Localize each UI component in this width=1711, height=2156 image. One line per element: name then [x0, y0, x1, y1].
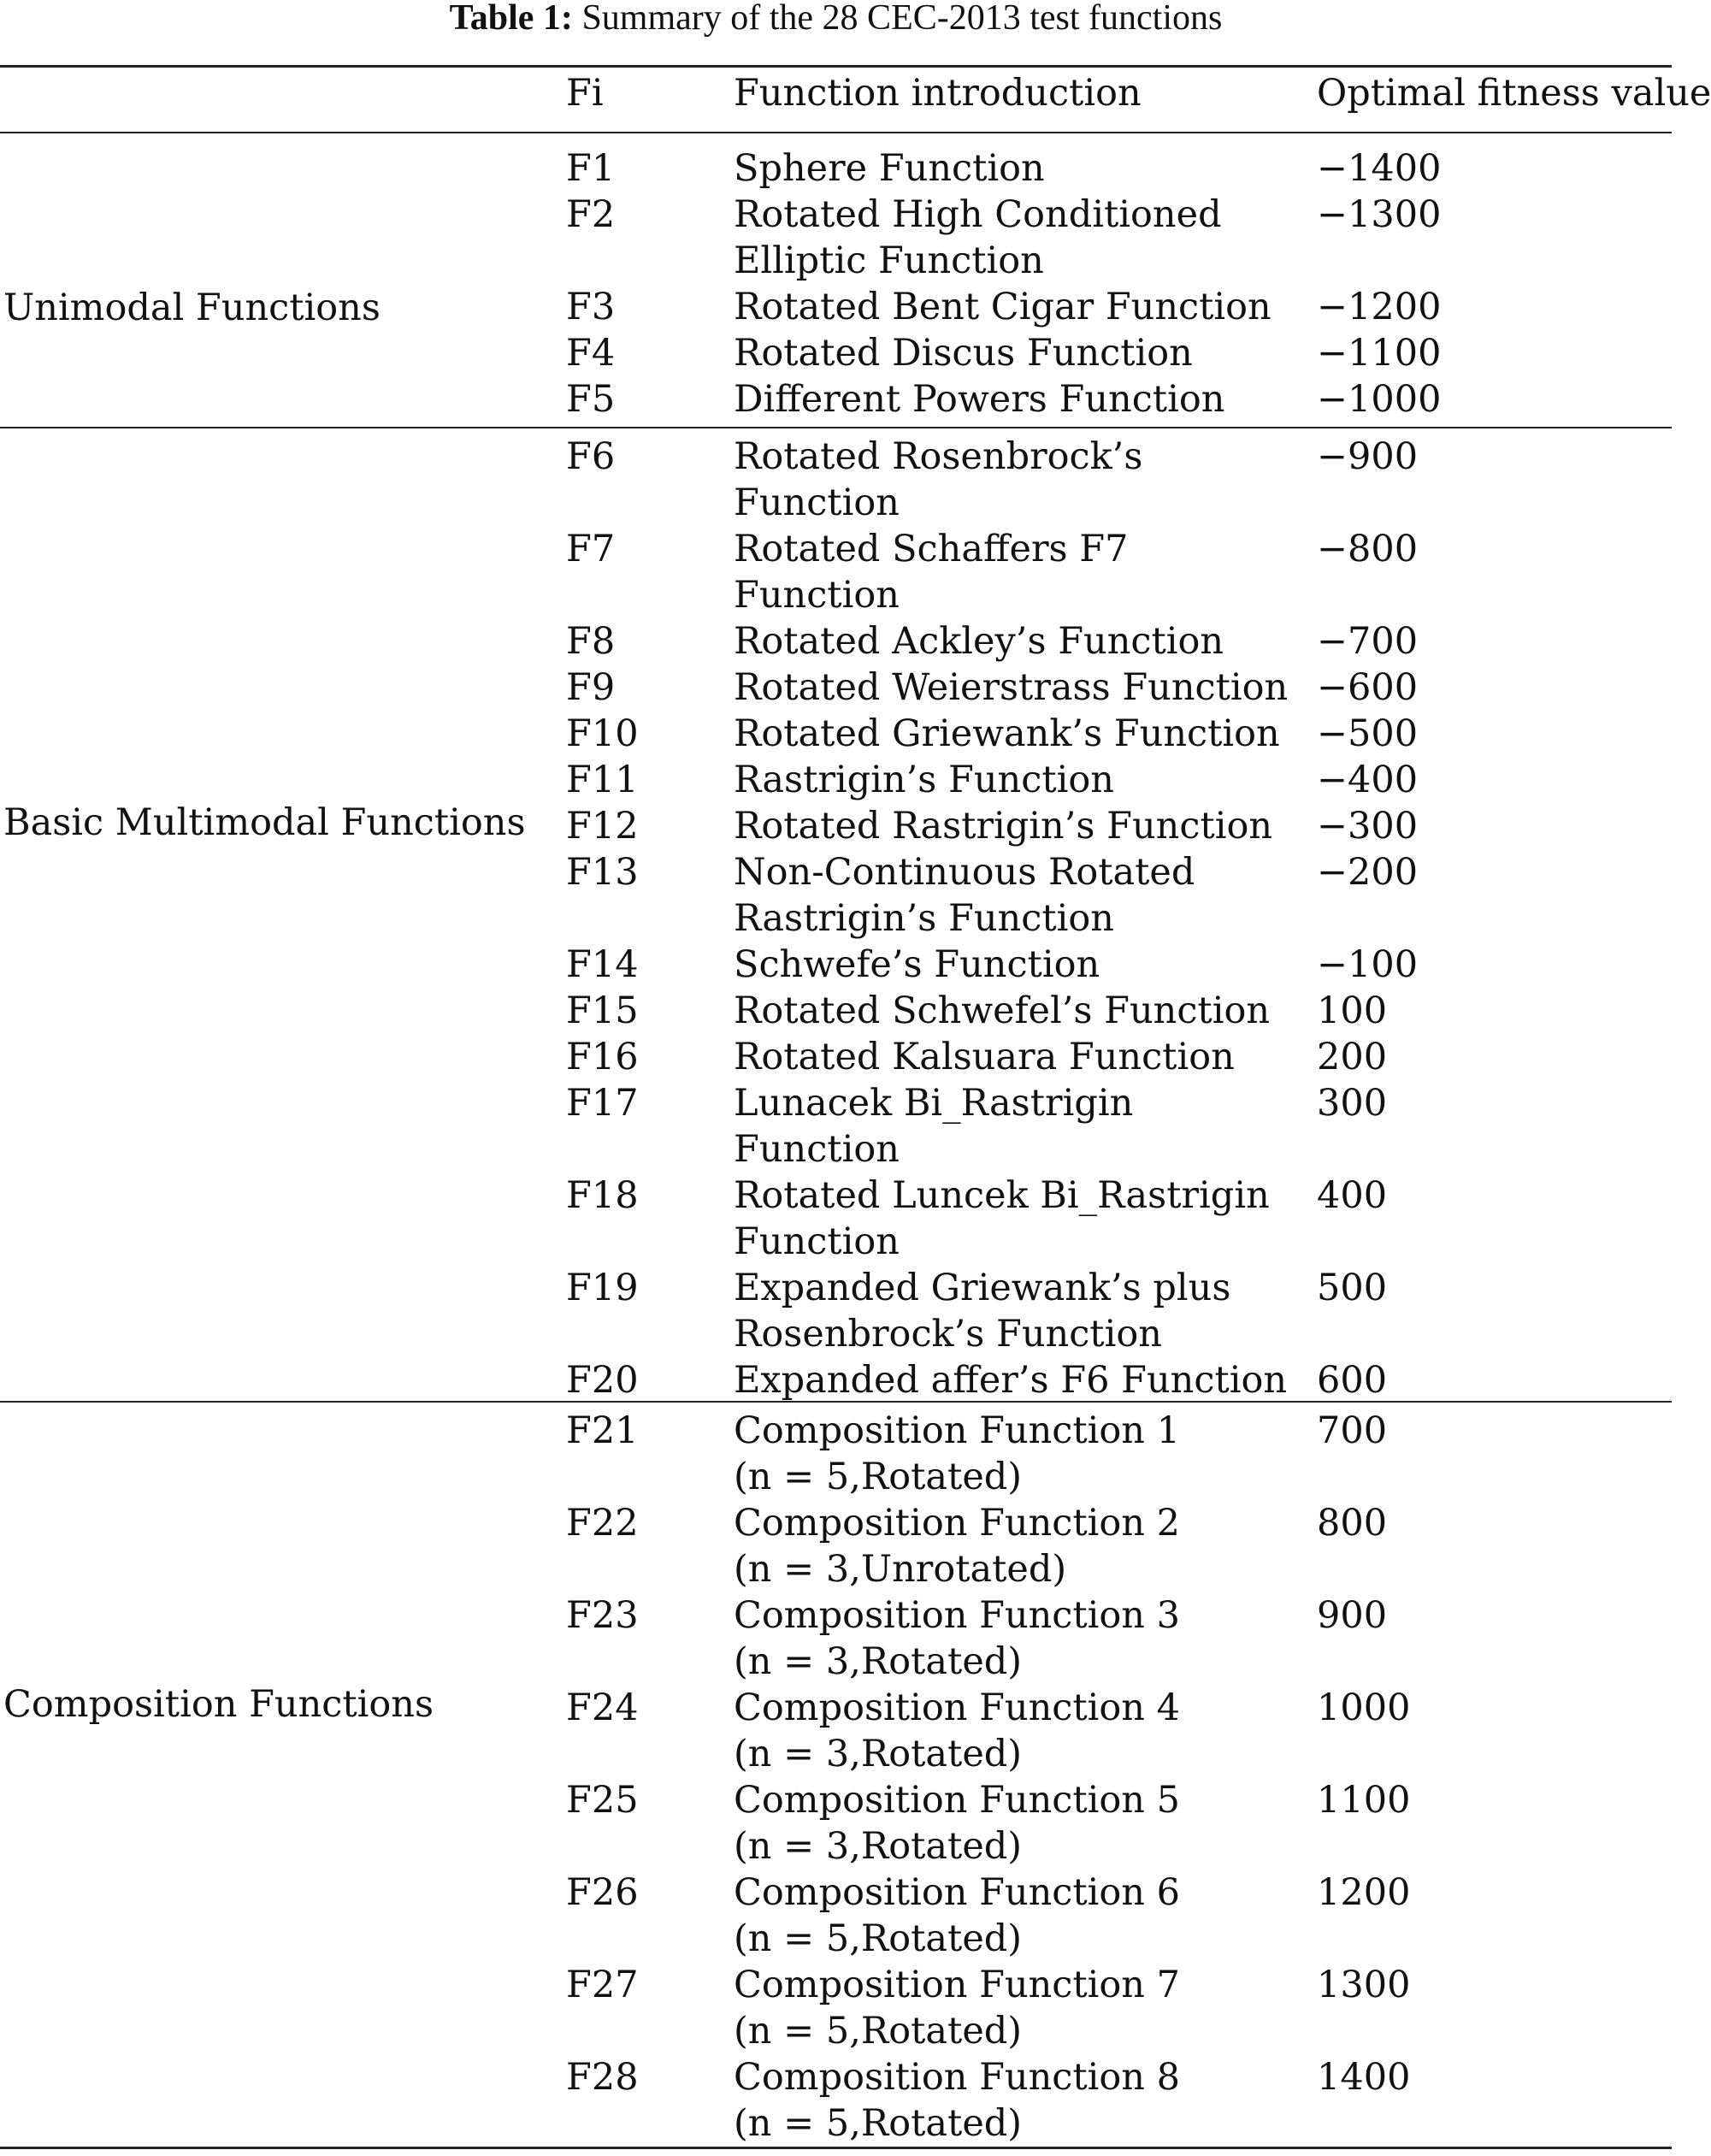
- cell-function: Function: [734, 574, 900, 617]
- cell-function: Composition Function 7: [734, 1964, 1181, 2006]
- header-rule: [0, 132, 1672, 133]
- cell-optimal-value: −500: [1317, 712, 1419, 755]
- header-fi: Fi: [566, 72, 604, 115]
- cell-function: Rotated Luncek Bi_Rastrigin: [734, 1174, 1270, 1217]
- cell-optimal-value: −400: [1317, 759, 1419, 801]
- cell-fi: F23: [566, 1594, 639, 1637]
- cell-fi: F20: [566, 1359, 639, 1402]
- cell-fi: F7: [566, 528, 616, 570]
- header-optimal-fitness: Optimal fitness value: [1317, 72, 1711, 115]
- cell-function: Rotated High Conditioned: [734, 193, 1222, 236]
- cell-optimal-value: 100: [1317, 989, 1388, 1032]
- cell-function: (n = 5,Rotated): [734, 2010, 1023, 2053]
- group-label-composition: Composition Functions: [3, 1683, 434, 1726]
- cell-function: Composition Function 6: [734, 1871, 1181, 1914]
- cell-function: Rotated Discus Function: [734, 332, 1193, 375]
- cell-fi: F13: [566, 851, 639, 894]
- cell-optimal-value: 800: [1317, 1502, 1388, 1545]
- cell-function: Elliptic Function: [734, 239, 1044, 282]
- cell-function: Expanded Griewank’s plus: [734, 1267, 1231, 1309]
- cell-fi: F3: [566, 286, 616, 328]
- cell-fi: F15: [566, 989, 639, 1032]
- cell-optimal-value: 700: [1317, 1409, 1388, 1452]
- table-caption-text: Summary of the 28 CEC-2013 test functions: [581, 0, 1223, 38]
- cell-fi: F10: [566, 712, 639, 755]
- cell-optimal-value: 600: [1317, 1359, 1388, 1402]
- cell-function: Rotated Schwefel’s Function: [734, 989, 1271, 1032]
- group-label-multimodal: Basic Multimodal Functions: [3, 801, 526, 844]
- cell-function: Lunacek Bi_Rastrigin: [734, 1082, 1134, 1125]
- cell-function: Rastrigin’s Function: [734, 759, 1114, 801]
- cell-function: Rastrigin’s Function: [734, 897, 1114, 940]
- cell-function: Rotated Griewank’s Function: [734, 712, 1280, 755]
- cell-function: Different Powers Function: [734, 378, 1225, 421]
- cell-function: Composition Function 4: [734, 1686, 1181, 1729]
- cell-function: Composition Function 2: [734, 1502, 1181, 1545]
- cell-fi: F8: [566, 620, 616, 663]
- cell-optimal-value: −900: [1317, 435, 1419, 478]
- cell-optimal-value: −1100: [1317, 332, 1442, 375]
- cell-fi: F24: [566, 1686, 639, 1729]
- cell-fi: F26: [566, 1871, 639, 1914]
- cell-function: (n = 5,Rotated): [734, 1456, 1023, 1498]
- cell-function: Rotated Kalsuara Function: [734, 1036, 1235, 1078]
- cell-fi: F5: [566, 378, 616, 421]
- cell-optimal-value: 1400: [1317, 2056, 1411, 2099]
- cell-fi: F1: [566, 147, 616, 190]
- cell-function: Composition Function 8: [734, 2056, 1181, 2099]
- cell-optimal-value: −1000: [1317, 378, 1442, 421]
- cell-optimal-value: −1400: [1317, 147, 1442, 190]
- cell-fi: F27: [566, 1964, 639, 2006]
- cell-optimal-value: 200: [1317, 1036, 1388, 1078]
- cell-fi: F9: [566, 666, 616, 709]
- cell-function: Rotated Rosenbrock’s: [734, 435, 1143, 478]
- cell-fi: F28: [566, 2056, 639, 2099]
- cell-optimal-value: 500: [1317, 1267, 1388, 1309]
- cell-optimal-value: 1300: [1317, 1964, 1411, 2006]
- cell-fi: F22: [566, 1502, 639, 1545]
- cell-optimal-value: 1000: [1317, 1686, 1411, 1729]
- header-function: Function introduction: [734, 72, 1142, 115]
- cell-fi: F14: [566, 943, 639, 986]
- cell-fi: F12: [566, 805, 639, 848]
- cell-fi: F21: [566, 1409, 639, 1452]
- cell-function: (n = 3,Unrotated): [734, 1548, 1067, 1591]
- cell-function: Composition Function 1: [734, 1409, 1181, 1452]
- cell-function: Expanded affer’s F6 Function: [734, 1359, 1288, 1402]
- cell-optimal-value: −800: [1317, 528, 1419, 570]
- cell-function: Function: [734, 1220, 900, 1263]
- cell-fi: F11: [566, 759, 639, 801]
- bottom-rule: [0, 2147, 1672, 2149]
- cell-fi: F19: [566, 1267, 639, 1309]
- cell-optimal-value: −1200: [1317, 286, 1442, 328]
- cell-function: (n = 5,Rotated): [734, 2102, 1023, 2145]
- cell-function: Rotated Bent Cigar Function: [734, 286, 1271, 328]
- cell-function: (n = 5,Rotated): [734, 1917, 1023, 1960]
- top-rule: [0, 65, 1672, 68]
- cell-fi: F2: [566, 193, 616, 236]
- cell-optimal-value: 400: [1317, 1174, 1388, 1217]
- cell-function: Sphere Function: [734, 147, 1045, 190]
- cell-optimal-value: −300: [1317, 805, 1419, 848]
- cell-optimal-value: 300: [1317, 1082, 1388, 1125]
- cell-function: Composition Function 3: [734, 1594, 1181, 1637]
- cell-optimal-value: 1200: [1317, 1871, 1411, 1914]
- cell-function: Non-Continuous Rotated: [734, 851, 1195, 894]
- cell-function: Rotated Rastrigin’s Function: [734, 805, 1273, 848]
- cell-fi: F4: [566, 332, 616, 375]
- cell-function: Composition Function 5: [734, 1779, 1181, 1822]
- cell-function: (n = 3,Rotated): [734, 1733, 1023, 1775]
- cell-fi: F16: [566, 1036, 639, 1078]
- cell-function: Function: [734, 1128, 900, 1171]
- cell-function: Rotated Weierstrass Function: [734, 666, 1289, 709]
- cell-optimal-value: 900: [1317, 1594, 1388, 1637]
- cell-optimal-value: −600: [1317, 666, 1419, 709]
- cell-function: (n = 3,Rotated): [734, 1640, 1023, 1683]
- cell-function: Rosenbrock’s Function: [734, 1313, 1162, 1356]
- cell-optimal-value: −200: [1317, 851, 1419, 894]
- cell-fi: F17: [566, 1082, 639, 1125]
- group-divider-1: [0, 427, 1672, 428]
- cell-optimal-value: −700: [1317, 620, 1419, 663]
- cell-function: Rotated Schaffers F7: [734, 528, 1129, 570]
- table-caption-label: Table 1:: [449, 0, 573, 38]
- cell-fi: F6: [566, 435, 616, 478]
- cell-optimal-value: −1300: [1317, 193, 1442, 236]
- cell-function: Function: [734, 481, 900, 524]
- cell-fi: F25: [566, 1779, 639, 1822]
- cell-function: (n = 3,Rotated): [734, 1825, 1023, 1868]
- cell-function: Schwefe’s Function: [734, 943, 1100, 986]
- cell-optimal-value: 1100: [1317, 1779, 1411, 1822]
- cell-optimal-value: −100: [1317, 943, 1419, 986]
- group-label-unimodal: Unimodal Functions: [3, 286, 381, 329]
- cell-function: Rotated Ackley’s Function: [734, 620, 1224, 663]
- table-caption: [0, 0, 1672, 39]
- cell-fi: F18: [566, 1174, 639, 1217]
